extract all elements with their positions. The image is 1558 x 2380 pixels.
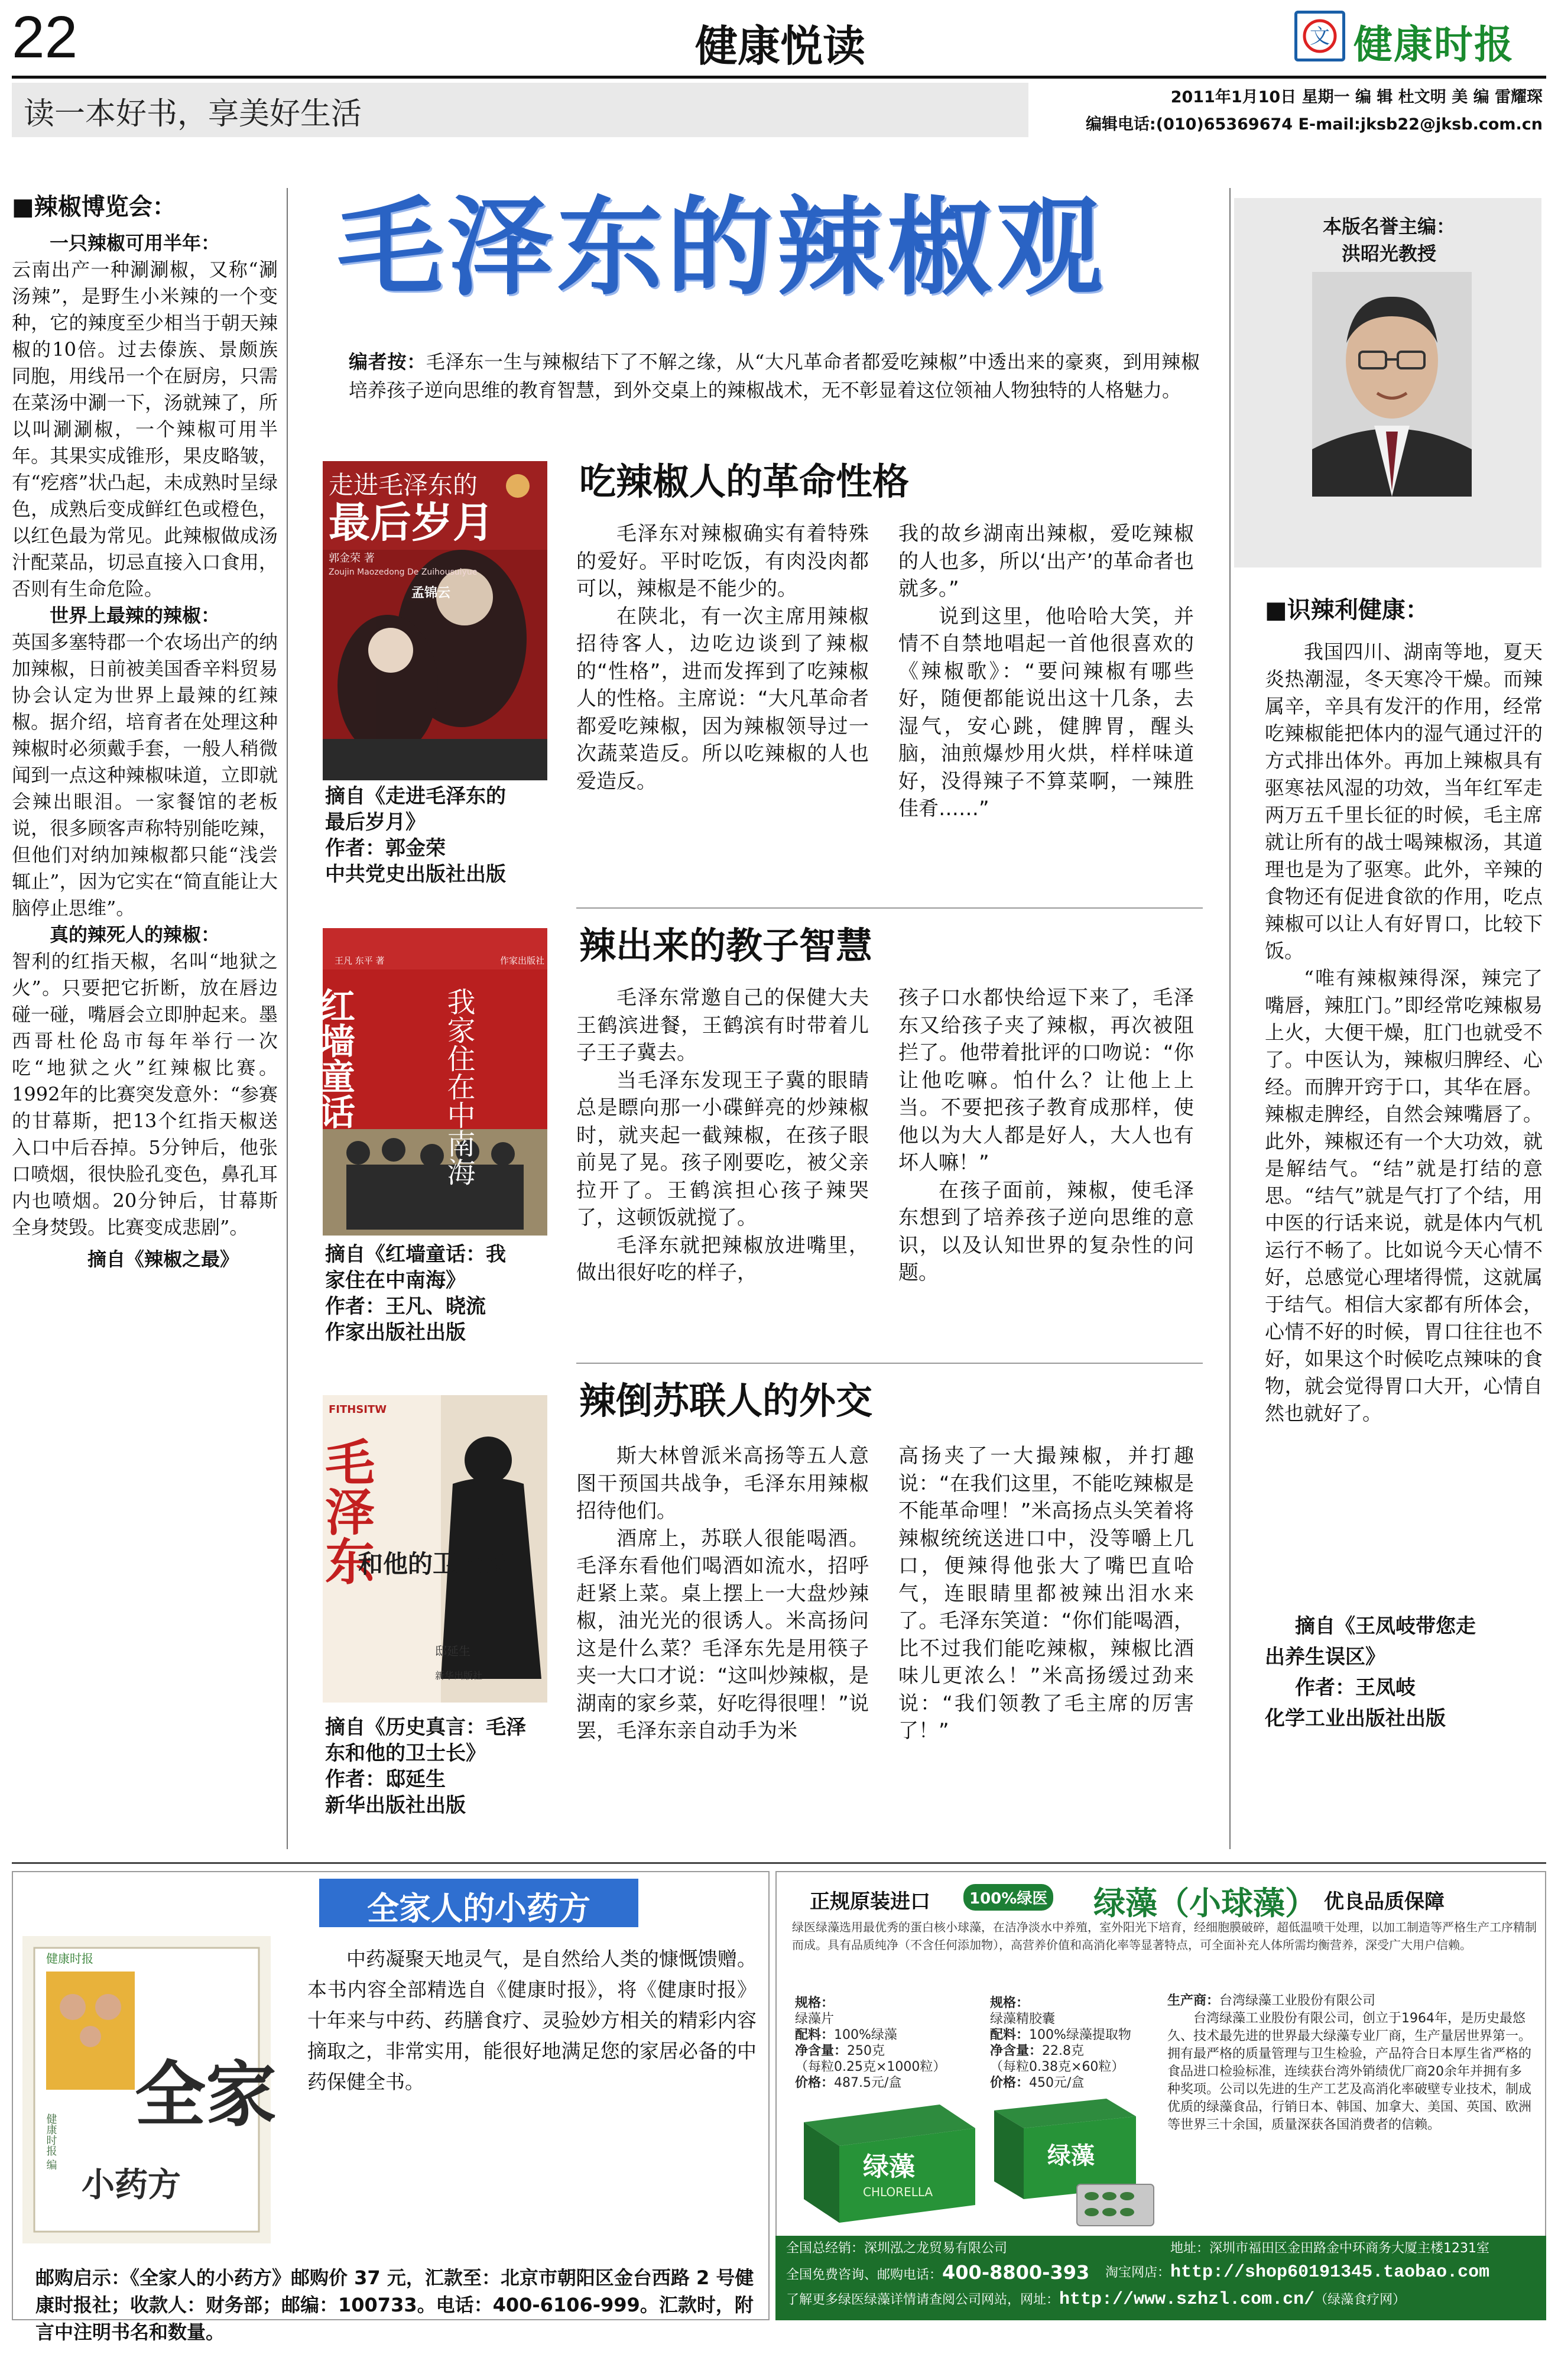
svg-text:郭金荣 著: 郭金荣 著 <box>329 552 375 565</box>
left-column-source: 摘自《辣椒之最》 <box>87 1248 239 1270</box>
right-column-body <box>1265 638 1543 1427</box>
svg-text:王凡 东平 著: 王凡 东平 著 <box>335 955 385 966</box>
article-heading-2: 辣出来的教子智慧 <box>579 924 873 967</box>
footer-label: 淘宝网店： <box>1105 2265 1171 2280</box>
caption-line: 作者：邸延生 <box>325 1768 446 1791</box>
algae-spec-tablet <box>795 1995 972 2091</box>
book-cover-last-years <box>323 461 547 780</box>
brand-logo[interactable] <box>1294 7 1549 66</box>
caption-line: 作家出版社出版 <box>325 1321 466 1344</box>
footer-phone <box>786 2261 1090 2284</box>
footer-site-link[interactable]: http://www.szhzl.com.cn/ <box>1059 2290 1315 2310</box>
bottom-rule <box>12 1862 1546 1864</box>
spec-value: 450元/盒 <box>1029 2076 1085 2090</box>
editor-name: 洪昭光教授 <box>1341 242 1436 265</box>
article-paragraph: 当毛泽东发现王子冀的眼睛总是瞟向那一小碟鲜亮的炒辣椒时，就夹起一截辣椒，在孩子眼前晃了晃。孩子刚要吃，被父亲拉开了。王鹤滨担心孩子辣哭了，这顿饭就搅了。 <box>576 1068 869 1230</box>
algae-header <box>810 1877 1537 1922</box>
editor-portrait <box>1312 272 1472 497</box>
article-paragraph: 酒席上，苏联人很能喝酒。毛泽东看他们喝酒如流水，招呼赶紧上菜。桌上摆上一大盘炒辣椒，油光光的很诱人。米高扬问这是什么菜？毛泽东先是用筷子夹一大口才说：“这叫炒辣椒，是湖南的家乡菜，好吃得很哩！”说罢，毛泽东亲自动手为米 <box>576 1526 869 1743</box>
spec-value: 100%绿藻提取物 <box>1029 2028 1131 2042</box>
svg-text:文: 文 <box>1310 25 1330 48</box>
caption-line: 东和他的卫士长》 <box>325 1742 486 1765</box>
spec-value: 100%绿藻 <box>834 2028 897 2042</box>
footer-address <box>1170 2240 1489 2257</box>
right-column-source <box>1265 1611 1543 1734</box>
article-2-col-2 <box>898 984 1194 1287</box>
algae-product-name: 绿藻（小球藻） <box>1093 1885 1317 1922</box>
left-subtitle: 真的辣死人的辣椒： <box>50 923 220 946</box>
svg-text:红墙童话: 红墙童话 <box>314 987 355 1129</box>
svg-text:健康时报: 健康时报 <box>46 1951 93 1966</box>
spec-label: 净含量： <box>990 2044 1043 2058</box>
left-column-body <box>12 230 278 1241</box>
left-column <box>12 188 278 1861</box>
column-divider <box>287 188 288 1849</box>
svg-text:Zoujin Maozedong De Zuihousuiy: Zoujin Maozedong De Zuihousuiyue <box>329 568 478 577</box>
left-subtitle: 一只辣椒可用半年： <box>50 232 220 254</box>
algae-maker-info <box>1167 1992 1534 2134</box>
algae-tablet-box <box>792 2087 987 2229</box>
left-paragraph: 英国多塞特郡一个农场出产的纳加辣椒，日前被美国香辛料贸易协会认定为世界上最辣的红辣椒。据介绍，培育者在处理这种辣椒时必须戴手套，一般人稍微闻到一点这种辣椒味道，立即就会辣出眼泪。一家餐馆的老板说，很多顾客声称特别能吃辣，但他们对纳加辣椒都只能“浅尝辄止”，因为它实在“简直能让大脑停止思维”。 <box>12 631 278 919</box>
remedy-book-cover <box>22 1936 277 2243</box>
footer-shop <box>1105 2264 1489 2281</box>
article-1-col-2 <box>898 520 1194 823</box>
spec-value: 250克 <box>847 2044 885 2058</box>
algae-intro: 绿医绿藻选用最优秀的蛋白核小球藻，在洁净淡水中养殖，室外阳光下培育，经细胞膜破碎，超低温喷干处理，以加工制造等严格生产工序精制而成。具有品质纯净（不含任何添加物），高营养价值和高消化率等显著特点，可全面补充人体所需均衡营养，深受广大用户信赖。 <box>792 1920 1537 1952</box>
editor-note-text: 毛泽东一生与辣椒结下了不解之缘，从“大凡革命者都爱吃辣椒”中透出来的豪爽，到用辣椒培养孩子逆向思维的教育智慧，到外交桌上的辣椒战术，无不彰显着这位领袖人物独特的人格魅力。 <box>349 351 1200 401</box>
caption-line: 新华出版社出版 <box>325 1794 466 1817</box>
article-paragraph: 在陕北，有一次主席用辣椒招待客人，边吃边谈到了辣椒的“性格”，进而发挥到了吃辣椒人的性格。主席说：“大凡革命者都爱吃辣椒，因为辣椒领导过一次蔬菜造反。所以吃辣椒的人也爱造反。 <box>576 604 869 793</box>
source-line: 摘自《王凤岐带您走 <box>1295 1614 1476 1638</box>
spec-value: （每粒0.38克×60粒） <box>990 2060 1125 2074</box>
algae-brand-badge: 100%绿医 <box>963 1884 1053 1911</box>
editor-title <box>1253 213 1525 267</box>
right-paragraph: “唯有辣椒辣得深，辣完了嘴唇，辣肛门。”即经常吃辣椒易上火，大便干燥，肛门也就受不了。中医认为，辣椒归脾经、心经。而脾开窍于口，其华在唇。辣椒走脾经，自然会辣嘴唇了。此外，辣椒还有一个大功效，就是解结气。“结”就是打结的意思。“结气”就是气打了个结，用中医的行话来说，就是体内气机运行不畅了。比如说今天心情不好，总感觉心理堵得慌，这就属于结气。相信大家都有所体会，心情不好的时候，胃口往往也不好，如果这个时候吃点辣味的食物，就会觉得胃口大开，心情自然也就好了。 <box>1265 967 1543 1425</box>
article-divider <box>576 1363 1203 1364</box>
book-cover-bodyguard <box>317 1395 547 1703</box>
svg-text:健康时报 编: 健康时报 编 <box>44 2113 57 2170</box>
article-paragraph: 毛泽东对辣椒确实有着特殊的爱好。平时吃饭，有肉没肉都可以，辣椒是不能少的。 <box>576 522 869 601</box>
article-paragraph: 毛泽东就把辣椒放进嘴里，做出很好吃的样子， <box>576 1233 869 1285</box>
spec-value: 487.5元/盒 <box>834 2076 902 2090</box>
svg-text:CHLORELLA: CHLORELLA <box>863 2185 933 2199</box>
svg-text:小药方: 小药方 <box>82 2165 181 2204</box>
algae-head-prefix: 正规原装进口 <box>810 1890 930 1914</box>
page-number: 22 <box>12 4 78 70</box>
brand-emblem-icon <box>1294 11 1345 61</box>
editor-label: 本版名誉主编： <box>1322 215 1455 238</box>
ad-order-info: 邮购启示：《全家人的小药方》邮购价 37 元，汇款至：北京市朝阳区金台西路 2 号健康时报社；收款人：财务部；邮编：100733。电话：400-6106-999。汇款时，附言中注明书名和数量。 <box>35 2266 754 2343</box>
caption-line: 最后岁月》 <box>325 810 426 834</box>
article-paragraph: 毛泽东常邀自己的保健大夫王鹤滨进餐，王鹤滨有时带着儿子王子冀去。 <box>576 986 869 1065</box>
spec-label: 配料： <box>990 2028 1030 2042</box>
caption-line: 摘自《红墙童话：我 <box>325 1243 506 1266</box>
caption-line: 作者：郭金荣 <box>325 836 446 860</box>
caption-line: 摘自《走进毛泽东的 <box>325 784 506 808</box>
footer-label: 了解更多绿医绿藻详情请查阅公司网站，网址： <box>786 2293 1060 2307</box>
article-paragraph: 斯大林曾派米高扬等五人意图干预国共战争，毛泽东用辣椒招待他们。 <box>576 1444 869 1523</box>
section-title: 健康悦读 <box>694 21 865 71</box>
left-column-heading: ■辣椒博览会： <box>12 193 176 221</box>
spec-label: 配料： <box>795 2028 835 2042</box>
header-rule <box>12 76 1546 79</box>
book-caption-2 <box>325 1241 561 1345</box>
ad-description: 中药凝聚天地灵气，是自然给人类的慷慨馈赠。本书内容全部精选自《健康时报》，将《健康时报》十年来与中药、药膳食疗、灵验妙方相关的精彩内容摘取之，非常实用，能很好地满足您的家居必备的中药保健全书。 <box>307 1947 757 2093</box>
footer-label: （绿藻食疗网） <box>1314 2293 1406 2307</box>
right-paragraph: 我国四川、湖南等地，夏天炎热潮湿，冬天寒冷干燥。而辣属辛，辛具有发汗的作用，经常吃辣椒能把体内的湿气通过汗的方式排出体外。再加上辣椒具有驱寒祛风湿的功效，当年红军走两万五千里长征的时候，毛主席就让所有的战士喝辣椒汤，其道理也是为了驱寒。此外，辛辣的食物还有促进食欲的作用，吃点辣椒可以让人有好胃口，比较下饭。 <box>1265 640 1543 962</box>
footer-agent <box>786 2240 1007 2257</box>
article-paragraph: 孩子口水都快给逗下来了，毛泽东又给孩子夹了辣椒，再次被阻拦了。他带着批评的口吻说：“你让他吃嘛。怕什么？让他上上当。不要把孩子教育成那样，使他以为大人都是好人，大人也有坏人嘛！” <box>898 986 1194 1175</box>
maker-description: 台湾绿藻工业股份有限公司，创立于1964年，是历史最悠久、技术最先进的世界最大绿藻专业厂商，生产量居世界第一。拥有最严格的质量管理与卫生检验，产品符合日本厚生省严格的食品进口检验标准，连续获台湾外销绩优厂商20余年并拥有多种奖项。公司以先进的生产工艺及高消化率破壁专业技术，制成优质的绿藻食品，行销日本、韩国、加拿大、美国、英国、欧洲等世界三十余国，质量深获各国消费者的信赖。 <box>1167 2011 1532 2132</box>
svg-text:最后岁月: 最后岁月 <box>329 498 494 547</box>
footer-value: 深圳市福田区金田路金中环商务大厦主楼1231室 <box>1209 2241 1490 2256</box>
spec-label: 规格： <box>990 1996 1030 2011</box>
footer-label: 全国总经销： <box>786 2241 865 2256</box>
slogan: 读一本好书，享美好生活 <box>24 96 362 132</box>
brand-name: 健康时报 <box>1353 21 1514 67</box>
editor-note-label: 编者按： <box>349 351 426 373</box>
spec-label: 价格： <box>990 2076 1030 2090</box>
article-2-col-1 <box>576 984 869 1287</box>
algae-head-suffix: 优良品质保障 <box>1324 1890 1445 1914</box>
spec-label: 规格： <box>795 1996 835 2011</box>
book-caption-1 <box>325 783 561 887</box>
book-cover-red-wall <box>314 928 547 1236</box>
left-paragraph: 云南出产一种涮涮椒，又称“涮汤辣”，是野生小米辣的一个变种，它的辣度至少相当于朝天辣椒的10倍。过去傣族、景颇族同胞，用线吊一个在厨房，只需在菜汤中涮一下，汤就辣了，所以叫涮涮椒，一个辣椒可用半年。其果实成锥形，果皮略皱，有“疙瘩”状凸起，未成熟时呈绿色，成熟后变成鲜红色或橙色，以红色最为常见。此辣椒做成汤汁配菜品，切忌直接入口食用，否则有生命危险。 <box>12 258 278 600</box>
maker-label: 生产商： <box>1167 1993 1220 2008</box>
svg-text:绿藻: 绿藻 <box>1047 2142 1095 2170</box>
footer-phone-number[interactable]: 400-8800-393 <box>942 2261 1090 2284</box>
footer-site <box>786 2291 1406 2308</box>
article-3-col-2 <box>898 1442 1194 1745</box>
article-1-col-1 <box>576 520 869 795</box>
svg-text:和他的卫士长: 和他的卫士长 <box>358 1549 508 1578</box>
svg-text:我家住在中南海: 我家住在中南海 <box>442 987 475 1186</box>
spec-name: 绿藻精胶囊 <box>990 2012 1056 2026</box>
svg-text:全家: 全家 <box>135 2053 277 2136</box>
article-divider <box>576 907 1203 909</box>
caption-line: 摘自《历史真言：毛泽 <box>325 1716 526 1739</box>
article-heading-3: 辣倒苏联人的外交 <box>579 1379 873 1422</box>
book-caption-3 <box>325 1714 561 1818</box>
right-column-heading: ■识辣利健康： <box>1265 596 1429 624</box>
caption-line: 中共党史出版社出版 <box>325 862 506 886</box>
caption-line: 作者：王凡、晓流 <box>325 1295 486 1318</box>
left-subtitle: 世界上最辣的辣椒： <box>50 604 220 627</box>
svg-text:毛泽东: 毛泽东 <box>317 1437 376 1585</box>
svg-text:孟锦云: 孟锦云 <box>411 586 451 601</box>
source-line: 出养生误区》 <box>1265 1645 1385 1669</box>
spec-value: 22.8克 <box>1042 2044 1085 2058</box>
left-paragraph: 智利的红指天椒，名叫“地狱之火”。只要把它折断，放在唇边碰一碰，嘴唇会立即肿起来。墨西哥杜伦岛市每年举行一次吃“地狱之火”红辣椒比赛。1992年的比赛突发意外：“参赛的甘幕斯，把13个红指天椒送入口中后吞掉。5分钟后，他张口喷烟，很快脸孔变色，鼻孔耳内也喷烟。20分钟后，甘幕斯全身焚毁。比赛变成悲剧”。 <box>12 950 278 1238</box>
svg-text:作家出版社: 作家出版社 <box>500 955 545 966</box>
editor-contact: 编辑电话:(010)65369674 E-mail:jksb22@jksb.com.cn <box>1085 115 1543 134</box>
feature-title: 毛泽东的辣椒观 <box>337 186 1107 310</box>
svg-text:绿藻: 绿藻 <box>863 2152 915 2182</box>
article-paragraph: 我的故乡湖南出辣椒，爱吃辣椒的人也多，所以‘出产’的革命者也就多。” <box>898 522 1194 601</box>
source-line: 作者：王凤岐 <box>1295 1676 1416 1700</box>
article-paragraph: 在孩子面前，辣椒，使毛泽东想到了培养孩子逆向思维的意识，以及认知世界的复杂性的问题。 <box>898 1178 1194 1285</box>
ad-title: 全家人的小药方 <box>367 1889 590 1927</box>
article-paragraph: 说到这里，他哈哈大笑，并情不自禁地唱起一首他很喜欢的《辣椒歌》：“要问辣椒有哪些好，随便都能说出这十几条，去湿气，安心跳，健脾胃，醒头脑，油煎爆炒用火烘，样样味道好，没得辣子不算菜啊，一辣胜佳肴……” <box>898 604 1194 821</box>
spec-name: 绿藻片 <box>795 2012 835 2026</box>
spec-label: 价格： <box>795 2076 835 2090</box>
spec-label: 净含量： <box>795 2044 848 2058</box>
source-line: 化学工业出版社出版 <box>1265 1707 1446 1730</box>
footer-label: 地址： <box>1170 2241 1210 2256</box>
issue-info: 2011年1月10日 星期一 编 辑 杜文明 美 编 雷耀琛 <box>1170 88 1543 106</box>
svg-text:FITHSITW: FITHSITW <box>329 1403 387 1416</box>
footer-shop-link[interactable]: http://shop60191345.taobao.com <box>1170 2262 1490 2282</box>
maker-name: 台湾绿藻工业股份有限公司 <box>1219 1993 1376 2008</box>
footer-label: 全国免费咨询、邮购电话： <box>786 2268 943 2282</box>
svg-text:新华出版社: 新华出版社 <box>435 1670 483 1681</box>
caption-line: 家住在中南海》 <box>325 1269 466 1292</box>
column-divider <box>1229 188 1231 1849</box>
editor-note <box>349 348 1200 404</box>
footer-value: 深圳泓之龙贸易有限公司 <box>864 2241 1008 2256</box>
article-3-col-1 <box>576 1442 869 1745</box>
spec-value: （每粒0.25克×1000粒） <box>795 2060 946 2074</box>
article-heading-1: 吃辣椒人的革命性格 <box>579 460 910 503</box>
svg-text:走进毛泽东的: 走进毛泽东的 <box>329 471 478 500</box>
article-paragraph: 高扬夹了一大撮辣椒，并打趣说：“在我们这里，不能吃辣椒是不能革命哩！”米高扬点头笑着将辣椒统统送进口中，没等嚼上几口，便辣得他张大了嘴巴直哈气，连眼睛里都被辣出泪水来了。毛泽东笑道：“你们能喝酒，比不过我们能吃辣椒，辣椒比酒味儿更浓么！”米高扬缓过劲来说：“我们领教了毛主席的厉害了！” <box>898 1444 1194 1743</box>
algae-spec-capsule <box>990 1995 1161 2091</box>
algae-capsule-box <box>988 2081 1166 2229</box>
svg-text:邸延生: 邸延生 <box>435 1644 470 1658</box>
